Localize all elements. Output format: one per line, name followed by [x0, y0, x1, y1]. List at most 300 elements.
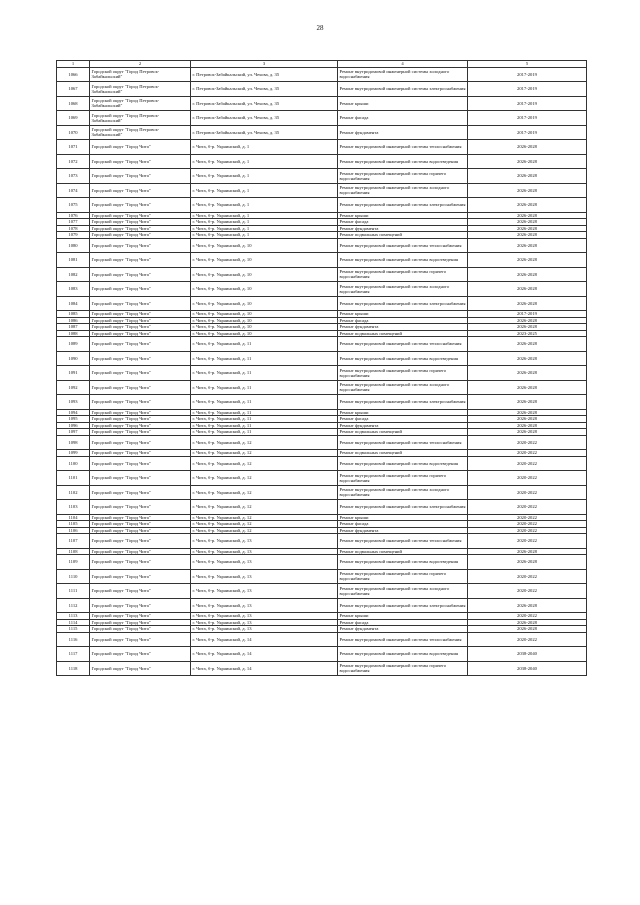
- work-type-cell: Ремонт внутридомовой инженерной системы холодного водоснабжения: [338, 67, 468, 82]
- work-type-cell: Ремонт крыши: [338, 514, 468, 521]
- work-type-cell: Ремонт внутридомовой инженерной системы электроснабжения: [338, 500, 468, 515]
- row-number-cell: 1107: [57, 534, 90, 549]
- municipality-cell: Городской округ "Город Чита": [90, 613, 191, 620]
- table-row: [57, 282, 587, 297]
- planned-period-cell: 2026-2028: [468, 183, 587, 198]
- address-cell: г. Чита, б-р. Украинский, д. 11: [191, 429, 338, 436]
- work-type-cell: Ремонт внутридомовой инженерной системы электроснабжения: [338, 82, 468, 97]
- table-row: [57, 169, 587, 184]
- municipality-cell: Городской округ "Город Чита": [90, 330, 191, 337]
- row-number-cell: 1069: [57, 111, 90, 126]
- table-row: [57, 647, 587, 662]
- table-row: [57, 125, 587, 140]
- work-type-cell: Ремонт подвальных помещений: [338, 548, 468, 555]
- work-type-cell: Ремонт внутридомовой инженерной системы водоотведения: [338, 351, 468, 366]
- address-cell: г. Чита, б-р. Украинский, д. 1: [191, 232, 338, 239]
- municipality-cell: Городской округ "Город Чита": [90, 584, 191, 599]
- row-number-cell: 1093: [57, 395, 90, 410]
- planned-period-cell: 2026-2028: [468, 416, 587, 423]
- address-cell: г. Чита, б-р. Украинский, д. 10: [191, 317, 338, 324]
- work-type-cell: Ремонт внутридомовой инженерной системы теплоснабжения: [338, 435, 468, 450]
- address-cell: г. Чита, б-р. Украинский, д. 14: [191, 647, 338, 662]
- municipality-cell: Городской округ "Город Чита": [90, 456, 191, 471]
- work-type-cell: Ремонт фасада: [338, 317, 468, 324]
- row-number-cell: 1077: [57, 219, 90, 226]
- planned-period-cell: 2020-2022: [468, 471, 587, 486]
- work-type-cell: Ремонт фасада: [338, 416, 468, 423]
- work-type-cell: Ремонт внутридомовой инженерной системы горячего водоснабжения: [338, 569, 468, 584]
- address-cell: г. Чита, б-р. Украинский, д. 13: [191, 555, 338, 570]
- work-type-cell: Ремонт крыши: [338, 409, 468, 416]
- row-number-cell: 1075: [57, 198, 90, 213]
- address-cell: г. Чита, б-р. Украинский, д. 10: [191, 253, 338, 268]
- planned-period-cell: 2020-2022: [468, 500, 587, 515]
- work-type-cell: Ремонт внутридомовой инженерной системы электроснабжения: [338, 598, 468, 613]
- municipality-cell: Городской округ "Город Чита": [90, 527, 191, 534]
- municipality-cell: Городской округ "Город Петровск-Забайкальский": [90, 125, 191, 140]
- header-col-3: 3: [191, 61, 338, 68]
- row-number-cell: 1074: [57, 183, 90, 198]
- municipality-cell: Городской округ "Город Чита": [90, 366, 191, 381]
- work-type-cell: Ремонт внутридомовой инженерной системы теплоснабжения: [338, 238, 468, 253]
- planned-period-cell: 2020-2022: [468, 534, 587, 549]
- table-row: [57, 366, 587, 381]
- work-type-cell: Ремонт внутридомовой инженерной системы горячего водоснабжения: [338, 267, 468, 282]
- municipality-cell: Городской округ "Город Чита": [90, 409, 191, 416]
- row-number-cell: 1086: [57, 317, 90, 324]
- address-cell: г. Петровск-Забайкальский, ул. Чехова, д. 35: [191, 125, 338, 140]
- planned-period-cell: 2038-2040: [468, 661, 587, 676]
- planned-period-cell: 2026-2028: [468, 154, 587, 169]
- address-cell: г. Чита, б-р. Украинский, д. 11: [191, 337, 338, 352]
- municipality-cell: Городской округ "Город Чита": [90, 140, 191, 155]
- row-number-cell: 1104: [57, 514, 90, 521]
- table-row: [57, 198, 587, 213]
- municipality-cell: Городской округ "Город Чита": [90, 598, 191, 613]
- planned-period-cell: 2017-2019: [468, 111, 587, 126]
- row-number-cell: 1118: [57, 661, 90, 676]
- address-cell: г. Чита, б-р. Украинский, д. 10: [191, 267, 338, 282]
- planned-period-cell: 2026-2028: [468, 232, 587, 239]
- table-row: [57, 238, 587, 253]
- municipality-cell: Городской округ "Город Чита": [90, 225, 191, 232]
- address-cell: г. Петровск-Забайкальский, ул. Чехова, д. 35: [191, 111, 338, 126]
- table-row: [57, 632, 587, 647]
- address-cell: г. Чита, б-р. Украинский, д. 12: [191, 450, 338, 457]
- planned-period-cell: 2026-2028: [468, 366, 587, 381]
- row-number-cell: 1097: [57, 429, 90, 436]
- row-number-cell: 1089: [57, 337, 90, 352]
- row-number-cell: 1072: [57, 154, 90, 169]
- municipality-cell: Городской округ "Город Чита": [90, 647, 191, 662]
- planned-period-cell: 2026-2028: [468, 317, 587, 324]
- table-row: [57, 395, 587, 410]
- municipality-cell: Городской округ "Город Чита": [90, 569, 191, 584]
- work-type-cell: Ремонт внутридомовой инженерной системы водоотведения: [338, 253, 468, 268]
- row-number-cell: 1079: [57, 232, 90, 239]
- work-type-cell: Ремонт внутридомовой инженерной системы теплоснабжения: [338, 632, 468, 647]
- work-type-cell: Ремонт фасада: [338, 521, 468, 528]
- municipality-cell: Городской округ "Город Чита": [90, 282, 191, 297]
- table-row: [57, 584, 587, 599]
- planned-period-cell: 2026-2028: [468, 296, 587, 311]
- work-type-cell: Ремонт крыши: [338, 613, 468, 620]
- work-type-cell: Ремонт подвальных помещений: [338, 429, 468, 436]
- address-cell: г. Чита, б-р. Украинский, д. 1: [191, 154, 338, 169]
- address-cell: г. Чита, б-р. Украинский, д. 13: [191, 584, 338, 599]
- address-cell: г. Чита, б-р. Украинский, д. 13: [191, 598, 338, 613]
- municipality-cell: Городской округ "Город Чита": [90, 169, 191, 184]
- row-number-cell: 1067: [57, 82, 90, 97]
- table-row: [57, 435, 587, 450]
- row-number-cell: 1096: [57, 422, 90, 429]
- municipality-cell: Городской округ "Город Чита": [90, 154, 191, 169]
- address-cell: г. Чита, б-р. Украинский, д. 10: [191, 311, 338, 318]
- planned-period-cell: 2026-2028: [468, 548, 587, 555]
- address-cell: г. Чита, б-р. Украинский, д. 13: [191, 619, 338, 626]
- planned-period-cell: 2026-2028: [468, 337, 587, 352]
- row-number-cell: 1087: [57, 324, 90, 331]
- table-row: [57, 569, 587, 584]
- municipality-cell: Городской округ "Город Чита": [90, 324, 191, 331]
- planned-period-cell: 2026-2028: [468, 324, 587, 331]
- row-number-cell: 1080: [57, 238, 90, 253]
- address-cell: г. Чита, б-р. Украинский, д. 12: [191, 500, 338, 515]
- work-type-cell: Ремонт фасада: [338, 619, 468, 626]
- municipality-cell: Городской округ "Город Петровск-Забайкальский": [90, 96, 191, 111]
- address-cell: г. Чита, б-р. Украинский, д. 12: [191, 485, 338, 500]
- planned-period-cell: 2020-2022: [468, 456, 587, 471]
- municipality-cell: Городской округ "Город Чита": [90, 521, 191, 528]
- planned-period-cell: 2023-2025: [468, 330, 587, 337]
- row-number-cell: 1094: [57, 409, 90, 416]
- page-number: 28: [316, 24, 324, 32]
- planned-period-cell: 2017-2019: [468, 67, 587, 82]
- row-number-cell: 1085: [57, 311, 90, 318]
- row-number-cell: 1105: [57, 521, 90, 528]
- address-cell: г. Петровск-Забайкальский, ул. Чехова, д. 35: [191, 67, 338, 82]
- row-number-cell: 1088: [57, 330, 90, 337]
- municipality-cell: Городской округ "Город Чита": [90, 534, 191, 549]
- row-number-cell: 1070: [57, 125, 90, 140]
- work-type-cell: Ремонт внутридомовой инженерной системы теплоснабжения: [338, 337, 468, 352]
- address-cell: г. Чита, б-р. Украинский, д. 14: [191, 661, 338, 676]
- municipality-cell: Городской округ "Город Чита": [90, 296, 191, 311]
- address-cell: г. Чита, б-р. Украинский, д. 10: [191, 282, 338, 297]
- municipality-cell: Городской округ "Город Чита": [90, 422, 191, 429]
- row-number-cell: 1076: [57, 212, 90, 219]
- work-type-cell: Ремонт фундамента: [338, 527, 468, 534]
- row-number-cell: 1113: [57, 613, 90, 620]
- table-row: [57, 500, 587, 515]
- address-cell: г. Чита, б-р. Украинский, д. 13: [191, 534, 338, 549]
- work-type-cell: Ремонт внутридомовой инженерной системы холодного водоснабжения: [338, 584, 468, 599]
- work-type-cell: Ремонт внутридомовой инженерной системы электроснабжения: [338, 198, 468, 213]
- table-row: [57, 96, 587, 111]
- planned-period-cell: 2026-2028: [468, 169, 587, 184]
- address-cell: г. Чита, б-р. Украинский, д. 14: [191, 632, 338, 647]
- municipality-cell: Городской округ "Город Чита": [90, 416, 191, 423]
- row-number-cell: 1117: [57, 647, 90, 662]
- header-col-2: 2: [90, 61, 191, 68]
- planned-period-cell: 2020-2022: [468, 527, 587, 534]
- address-cell: г. Чита, б-р. Украинский, д. 11: [191, 416, 338, 423]
- municipality-cell: Городской округ "Город Чита": [90, 500, 191, 515]
- table-row: [57, 67, 587, 82]
- header-col-5: 5: [468, 61, 587, 68]
- planned-period-cell: 2020-2022: [468, 450, 587, 457]
- work-type-cell: Ремонт фасада: [338, 111, 468, 126]
- row-number-cell: 1109: [57, 555, 90, 570]
- municipality-cell: Городской округ "Город Чита": [90, 429, 191, 436]
- municipality-cell: Городской округ "Город Чита": [90, 219, 191, 226]
- work-type-cell: Ремонт внутридомовой инженерной системы электроснабжения: [338, 395, 468, 410]
- planned-period-cell: 2020-2022: [468, 569, 587, 584]
- municipality-cell: Городской округ "Город Чита": [90, 337, 191, 352]
- address-cell: г. Чита, б-р. Украинский, д. 1: [191, 212, 338, 219]
- work-type-cell: Ремонт внутридомовой инженерной системы водоотведения: [338, 154, 468, 169]
- table-row: [57, 661, 587, 676]
- work-type-cell: Ремонт внутридомовой инженерной системы горячего водоснабжения: [338, 471, 468, 486]
- municipality-cell: Городской округ "Город Чита": [90, 395, 191, 410]
- address-cell: г. Чита, б-р. Украинский, д. 12: [191, 471, 338, 486]
- planned-period-cell: 2026-2028: [468, 598, 587, 613]
- municipality-cell: Городской округ "Город Чита": [90, 514, 191, 521]
- municipality-cell: Городской округ "Город Петровск-Забайкальский": [90, 67, 191, 82]
- row-number-cell: 1102: [57, 485, 90, 500]
- planned-period-cell: 2026-2028: [468, 267, 587, 282]
- municipality-cell: Городской округ "Город Чита": [90, 661, 191, 676]
- municipality-cell: Городской округ "Город Петровск-Забайкальский": [90, 111, 191, 126]
- row-number-cell: 1098: [57, 435, 90, 450]
- address-cell: г. Чита, б-р. Украинский, д. 13: [191, 613, 338, 620]
- row-number-cell: 1111: [57, 584, 90, 599]
- header-col-1: 1: [57, 61, 90, 68]
- work-type-cell: Ремонт крыши: [338, 311, 468, 318]
- municipality-cell: Городской округ "Город Петровск-Забайкальский": [90, 82, 191, 97]
- work-type-cell: Ремонт подвальных помещений: [338, 232, 468, 239]
- planned-period-cell: 2026-2028: [468, 555, 587, 570]
- table-body: [57, 67, 587, 676]
- work-type-cell: Ремонт внутридомовой инженерной системы горячего водоснабжения: [338, 661, 468, 676]
- row-number-cell: 1099: [57, 450, 90, 457]
- municipality-cell: Городской округ "Город Чита": [90, 626, 191, 633]
- planned-period-cell: 2026-2028: [468, 219, 587, 226]
- planned-period-cell: 2026-2028: [468, 253, 587, 268]
- work-type-cell: Ремонт внутридомовой инженерной системы холодного водоснабжения: [338, 380, 468, 395]
- address-cell: г. Чита, б-р. Украинский, д. 12: [191, 514, 338, 521]
- address-cell: г. Чита, б-р. Украинский, д. 11: [191, 409, 338, 416]
- address-cell: г. Чита, б-р. Украинский, д. 11: [191, 395, 338, 410]
- municipality-cell: Городской округ "Город Чита": [90, 555, 191, 570]
- planned-period-cell: 2017-2019: [468, 82, 587, 97]
- planned-period-cell: 2026-2028: [468, 619, 587, 626]
- address-cell: г. Чита, б-р. Украинский, д. 13: [191, 548, 338, 555]
- row-number-cell: 1114: [57, 619, 90, 626]
- address-cell: г. Петровск-Забайкальский, ул. Чехова, д. 35: [191, 96, 338, 111]
- planned-period-cell: 2026-2028: [468, 212, 587, 219]
- header-col-4: 4: [338, 61, 468, 68]
- work-type-cell: Ремонт фундамента: [338, 125, 468, 140]
- table-row: [57, 598, 587, 613]
- row-number-cell: 1090: [57, 351, 90, 366]
- municipality-cell: Городской округ "Город Чита": [90, 485, 191, 500]
- row-number-cell: 1078: [57, 225, 90, 232]
- planned-period-cell: 2026-2028: [468, 395, 587, 410]
- planned-period-cell: 2026-2028: [468, 225, 587, 232]
- row-number-cell: 1112: [57, 598, 90, 613]
- table-row: [57, 555, 587, 570]
- municipality-cell: Городской округ "Город Чита": [90, 351, 191, 366]
- work-type-cell: Ремонт подвальных помещений: [338, 450, 468, 457]
- planned-period-cell: 2026-2028: [468, 140, 587, 155]
- table-row: [57, 471, 587, 486]
- planned-period-cell: 2026-2028: [468, 351, 587, 366]
- address-cell: г. Чита, б-р. Украинский, д. 12: [191, 527, 338, 534]
- table-row: [57, 253, 587, 268]
- address-cell: г. Петровск-Забайкальский, ул. Чехова, д. 35: [191, 82, 338, 97]
- address-cell: г. Чита, б-р. Украинский, д. 11: [191, 366, 338, 381]
- work-type-cell: Ремонт крыши: [338, 212, 468, 219]
- work-type-cell: Ремонт внутридомовой инженерной системы горячего водоснабжения: [338, 169, 468, 184]
- work-type-cell: Ремонт подвальных помещений: [338, 330, 468, 337]
- table-row: [57, 534, 587, 549]
- row-number-cell: 1103: [57, 500, 90, 515]
- work-type-cell: Ремонт внутридомовой инженерной системы теплоснабжения: [338, 534, 468, 549]
- planned-period-cell: 2020-2022: [468, 613, 587, 620]
- municipality-cell: Городской округ "Город Чита": [90, 238, 191, 253]
- planned-period-cell: 2026-2028: [468, 238, 587, 253]
- work-type-cell: Ремонт внутридомовой инженерной системы горячего водоснабжения: [338, 366, 468, 381]
- planned-period-cell: 2020-2022: [468, 435, 587, 450]
- address-cell: г. Чита, б-р. Украинский, д. 13: [191, 569, 338, 584]
- row-number-cell: 1083: [57, 282, 90, 297]
- repair-program-table: [56, 60, 587, 676]
- table-row: [57, 267, 587, 282]
- table-row: [57, 111, 587, 126]
- municipality-cell: Городской округ "Город Чита": [90, 619, 191, 626]
- planned-period-cell: 2038-2040: [468, 647, 587, 662]
- row-number-cell: 1108: [57, 548, 90, 555]
- planned-period-cell: 2026-2028: [468, 198, 587, 213]
- row-number-cell: 1115: [57, 626, 90, 633]
- address-cell: г. Чита, б-р. Украинский, д. 12: [191, 521, 338, 528]
- work-type-cell: Ремонт внутридомовой инженерной системы холодного водоснабжения: [338, 282, 468, 297]
- planned-period-cell: 2026-2028: [468, 282, 587, 297]
- table-row: [57, 456, 587, 471]
- planned-period-cell: 2026-2028: [468, 626, 587, 633]
- municipality-cell: Городской округ "Город Чита": [90, 450, 191, 457]
- address-cell: г. Чита, б-р. Украинский, д. 10: [191, 330, 338, 337]
- municipality-cell: Городской округ "Город Чита": [90, 183, 191, 198]
- municipality-cell: Городской округ "Город Чита": [90, 632, 191, 647]
- row-number-cell: 1092: [57, 380, 90, 395]
- address-cell: г. Чита, б-р. Украинский, д. 1: [191, 225, 338, 232]
- address-cell: г. Чита, б-р. Украинский, д. 1: [191, 169, 338, 184]
- table-row: [57, 380, 587, 395]
- address-cell: г. Чита, б-р. Украинский, д. 12: [191, 456, 338, 471]
- planned-period-cell: 2020-2022: [468, 514, 587, 521]
- planned-period-cell: 2020-2022: [468, 521, 587, 528]
- row-number-cell: 1101: [57, 471, 90, 486]
- work-type-cell: Ремонт внутридомовой инженерной системы водоотведения: [338, 647, 468, 662]
- planned-period-cell: 2026-2028: [468, 409, 587, 416]
- work-type-cell: Ремонт фундамента: [338, 324, 468, 331]
- municipality-cell: Городской округ "Город Чита": [90, 198, 191, 213]
- work-type-cell: Ремонт внутридомовой инженерной системы водоотведения: [338, 555, 468, 570]
- row-number-cell: 1073: [57, 169, 90, 184]
- planned-period-cell: 2017-2019: [468, 96, 587, 111]
- row-number-cell: 1110: [57, 569, 90, 584]
- table-row: [57, 154, 587, 169]
- table-row: [57, 351, 587, 366]
- row-number-cell: 1081: [57, 253, 90, 268]
- table-row: [57, 140, 587, 155]
- work-type-cell: Ремонт внутридомовой инженерной системы холодного водоснабжения: [338, 485, 468, 500]
- municipality-cell: Городской округ "Город Чита": [90, 212, 191, 219]
- planned-period-cell: 2026-2028: [468, 422, 587, 429]
- address-cell: г. Чита, б-р. Украинский, д. 13: [191, 626, 338, 633]
- planned-period-cell: 2026-2028: [468, 429, 587, 436]
- planned-period-cell: 2017-2019: [468, 125, 587, 140]
- row-number-cell: 1066: [57, 67, 90, 82]
- work-type-cell: Ремонт фундамента: [338, 626, 468, 633]
- row-number-cell: 1106: [57, 527, 90, 534]
- address-cell: г. Чита, б-р. Украинский, д. 1: [191, 219, 338, 226]
- table-row: [57, 296, 587, 311]
- municipality-cell: Городской округ "Город Чита": [90, 548, 191, 555]
- municipality-cell: Городской округ "Город Чита": [90, 435, 191, 450]
- planned-period-cell: 2020-2022: [468, 632, 587, 647]
- work-type-cell: Ремонт фасада: [338, 219, 468, 226]
- work-type-cell: Ремонт фундамента: [338, 225, 468, 232]
- table-row: [57, 485, 587, 500]
- work-type-cell: Ремонт внутридомовой инженерной системы электроснабжения: [338, 296, 468, 311]
- address-cell: г. Чита, б-р. Украинский, д. 10: [191, 324, 338, 331]
- table-row: [57, 337, 587, 352]
- row-number-cell: 1116: [57, 632, 90, 647]
- address-cell: г. Чита, б-р. Украинский, д. 10: [191, 238, 338, 253]
- address-cell: г. Чита, б-р. Украинский, д. 11: [191, 380, 338, 395]
- row-number-cell: 1091: [57, 366, 90, 381]
- municipality-cell: Городской округ "Город Чита": [90, 380, 191, 395]
- municipality-cell: Городской округ "Город Чита": [90, 232, 191, 239]
- planned-period-cell: 2026-2028: [468, 380, 587, 395]
- work-type-cell: Ремонт внутридомовой инженерной системы холодного водоснабжения: [338, 183, 468, 198]
- municipality-cell: Городской округ "Город Чита": [90, 317, 191, 324]
- planned-period-cell: 2020-2022: [468, 584, 587, 599]
- planned-period-cell: 2020-2022: [468, 485, 587, 500]
- municipality-cell: Городской округ "Город Чита": [90, 471, 191, 486]
- address-cell: г. Чита, б-р. Украинский, д. 1: [191, 198, 338, 213]
- municipality-cell: Городской округ "Город Чита": [90, 267, 191, 282]
- work-type-cell: Ремонт внутридомовой инженерной системы водоотведения: [338, 456, 468, 471]
- address-cell: г. Чита, б-р. Украинский, д. 11: [191, 422, 338, 429]
- work-type-cell: Ремонт внутридомовой инженерной системы теплоснабжения: [338, 140, 468, 155]
- row-number-cell: 1084: [57, 296, 90, 311]
- row-number-cell: 1100: [57, 456, 90, 471]
- work-type-cell: Ремонт крыши: [338, 96, 468, 111]
- work-type-cell: Ремонт фундамента: [338, 422, 468, 429]
- table-row: [57, 82, 587, 97]
- address-cell: г. Чита, б-р. Украинский, д. 1: [191, 183, 338, 198]
- address-cell: г. Чита, б-р. Украинский, д. 11: [191, 351, 338, 366]
- row-number-cell: 1095: [57, 416, 90, 423]
- address-cell: г. Чита, б-р. Украинский, д. 1: [191, 140, 338, 155]
- row-number-cell: 1071: [57, 140, 90, 155]
- row-number-cell: 1082: [57, 267, 90, 282]
- row-number-cell: 1068: [57, 96, 90, 111]
